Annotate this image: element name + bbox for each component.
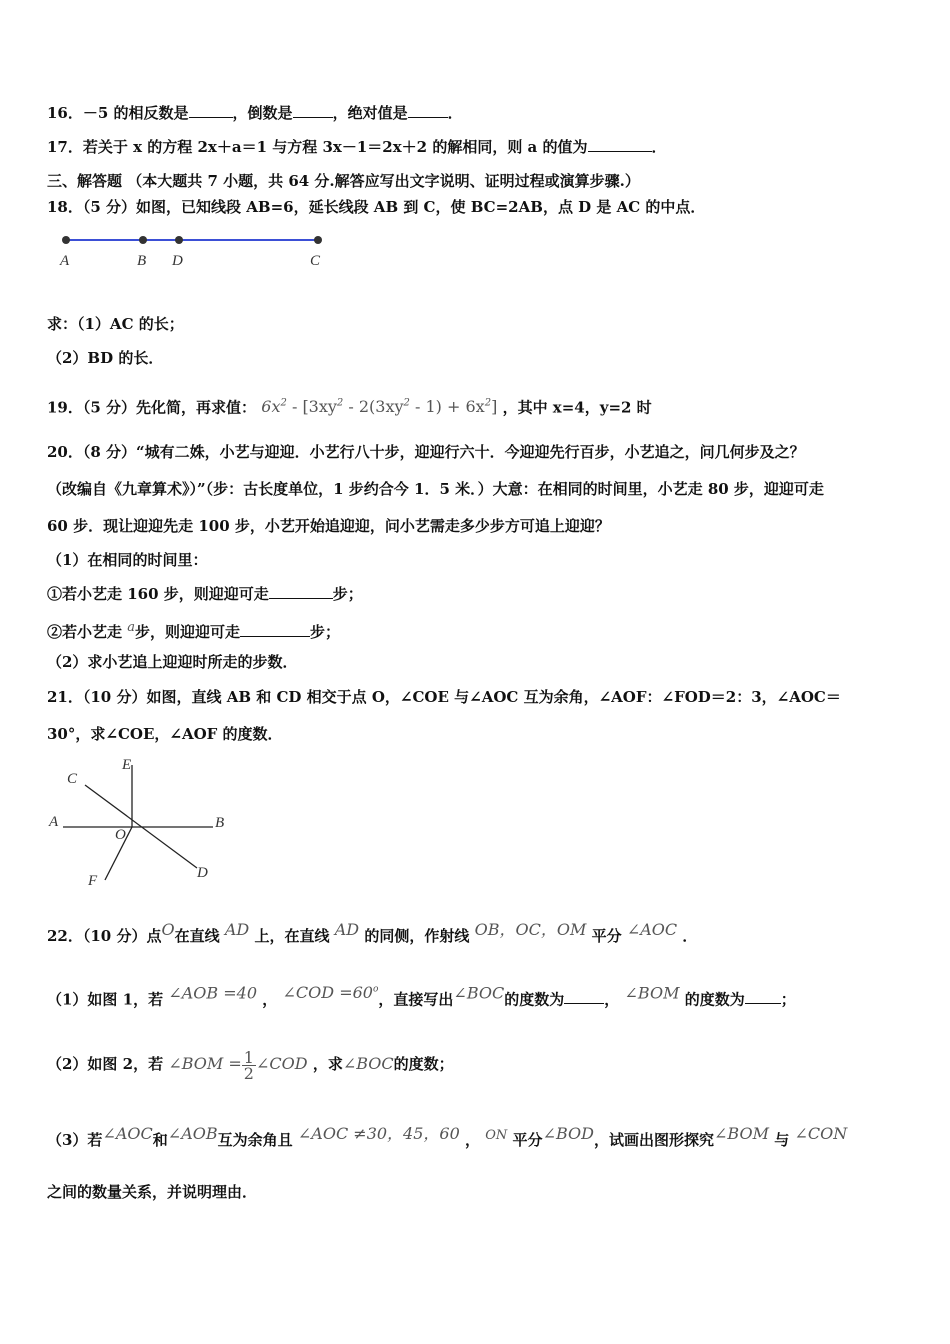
q22-part3-cont: 之间的数量关系，并说明理由．	[47, 1183, 258, 1201]
label-f: F	[88, 873, 98, 889]
point-a	[62, 236, 70, 244]
point-b	[139, 236, 147, 244]
label-a: A	[49, 814, 59, 830]
q22-line1: 22．（10 分）点$^O$在直线 $^{AD}$ 上，在直线 $^{AD}$ 的同侧，作射线 $^{OB,OC,OM}$ 平分 $^{\angle AOC}$ ．	[47, 920, 698, 945]
segment-figure	[55, 228, 335, 278]
label-d: D	[197, 865, 208, 881]
label-a: A	[60, 253, 70, 269]
q19-line: 19．（5 分）先化简，再求值： $6x^2 - [3xy^2 - 2(3xy^2 - 1) + 6x^2]$ ，其中 x=4，y=2 时	[47, 397, 652, 417]
q18-ask2: （2）BD 的长．	[47, 349, 164, 367]
q20-line2: （改编自《九章算术》）”（步：古长度单位，1 步约合今 1．5 米．）大意：在相同的时间里，小艺走 80 步，迎迎可走	[47, 480, 824, 498]
answer-blank[interactable]	[408, 103, 448, 118]
label-e: E	[122, 757, 132, 773]
answer-blank[interactable]	[564, 989, 604, 1004]
answer-blank[interactable]	[588, 137, 652, 152]
q20-line3: 60 步．现让迎迎先走 100 步，小艺开始追迎迎，问小艺需走多少步方可追上迎迎？	[47, 517, 610, 535]
answer-blank[interactable]	[240, 622, 310, 637]
q20-line6: ②若小艺走 $^a$步，则迎迎可走 步；	[47, 620, 341, 641]
label-c: C	[310, 253, 321, 269]
q20-line4: （1）在相同的时间里：	[47, 551, 208, 569]
q18-text: 18．（5 分）如图，已知线段 AB=6，延长线段 AB 到 C，使 BC=2AB，点 D 是 AC 的中点．	[47, 198, 706, 216]
q22-part3: （3）若$^{\angle AOC}$和$^{\angle AOB}$互为余角且 $^{\angle AOC \ne 30,45,60}$ ， $^{ON}$ 平分$^{\angle BOD}$，试画出图形探究$^{\angle BOM}$ 与 $^{\angle CON}$	[47, 1124, 848, 1149]
angle-figure	[45, 755, 245, 895]
label-b: B	[137, 253, 147, 269]
q19-expression: $6x^2 - [3xy^2 - 2(3xy^2 - 1) + 6x^2]$	[261, 397, 498, 417]
label-c: C	[67, 771, 78, 787]
q21-line1: 21．（10 分）如图，直线 AB 和 CD 相交于点 O，∠COE 与∠AOC 互为余角，∠AOF：∠FOD＝2：3，∠AOC＝	[47, 688, 841, 706]
q20-line1: 20．（8 分）“城有二姝，小艺与迎迎．小艺行八十步，迎迎行六十．今迎迎先行百步，小艺追之，问几何步及之？	[47, 443, 805, 461]
q18-ask1: 求：（1）AC 的长；	[47, 315, 184, 333]
q20-line7: （2）求小艺追上迎迎时所走的步数．	[47, 653, 298, 671]
half-fraction: $\frac{1}{2}$	[243, 1047, 254, 1083]
q20-line5: ①若小艺走 160 步，则迎迎可走 步；	[47, 585, 363, 603]
q17-line: 17．若关于 x 的方程 2x＋a＝1 与方程 3x－1＝2x＋2 的解相同，则 a 的值为 ．	[47, 138, 667, 156]
section-heading: 三、解答题 （本大题共 7 小题，共 64 分.解答应写出文字说明、证明过程或演算步骤.）	[47, 172, 640, 190]
q22-part1: （1）如图 1，若 $^{\angle AOB =40}$ ， $^{\angle COD =60^o}$，直接写出$^{\angle BOC}$的度数为 ， $^{\angle BOM}$ 的度数为 ；	[47, 983, 796, 1009]
q21-line2: 30°，求∠COE，∠AOF 的度数．	[47, 725, 283, 743]
label-o: O	[115, 827, 126, 843]
answer-blank[interactable]	[293, 103, 333, 118]
q22-part2: （2）如图 2，若 ∠BOM = $\frac{1}{2}$ ∠COD ，求∠BOC的度数；	[47, 1047, 454, 1083]
answer-blank[interactable]	[189, 103, 233, 118]
q16-line: 16．－5 的相反数是 ，倒数是 ，绝对值是 ．	[47, 104, 463, 122]
label-d: D	[172, 253, 183, 269]
label-b: B	[215, 815, 225, 831]
point-c	[314, 236, 322, 244]
angle-cod: ∠COD =60o	[282, 983, 379, 1003]
answer-blank[interactable]	[269, 584, 333, 599]
point-d	[175, 236, 183, 244]
answer-blank[interactable]	[745, 989, 781, 1004]
